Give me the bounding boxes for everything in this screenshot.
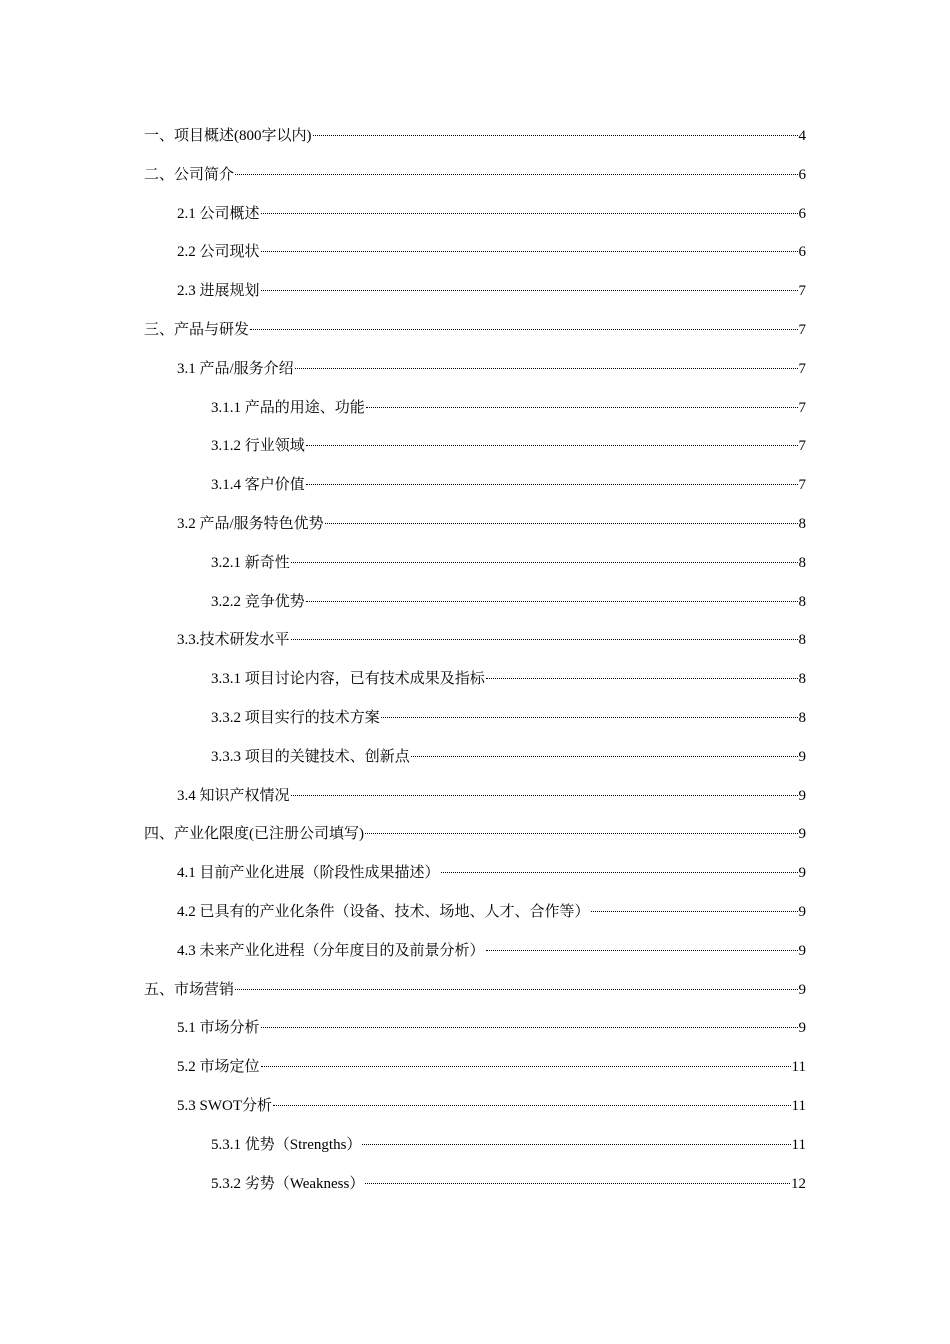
toc-dot-leader (325, 523, 798, 524)
toc-entry-title: 4.2 已具有的产业化条件（设备、技术、场地、人才、合作等） (177, 903, 590, 920)
toc-page-number: 4 (798, 128, 806, 144)
toc-entry-title: 四、产业化限度(已注册公司填写) (144, 826, 364, 843)
toc-entry[interactable] (144, 551, 806, 590)
toc-page-number: 7 (798, 360, 806, 377)
toc-entry[interactable] (144, 279, 806, 318)
toc-dot-leader (291, 562, 798, 563)
toc-entry-title: 五、市场营销 (144, 981, 235, 998)
toc-entry[interactable] (144, 1055, 806, 1094)
toc-page-number: 9 (798, 942, 806, 959)
toc-page-number: 6 (798, 205, 806, 222)
toc-entry-title: 一、项目概述(800字以内) (144, 128, 312, 144)
toc-dot-leader (273, 1105, 791, 1106)
toc-entry[interactable] (144, 784, 806, 823)
toc-entry-title: 2.1 公司概述 (177, 205, 260, 222)
toc-entry-title: 4.1 目前产业化进展（阶段性成果描述） (177, 865, 440, 882)
toc-page-number: 7 (798, 283, 806, 300)
toc-dot-leader (381, 717, 798, 718)
toc-page-number: 8 (798, 593, 806, 610)
toc-page-number: 7 (798, 321, 806, 338)
toc-entry-title: 2.2 公司现状 (177, 244, 260, 261)
toc-entry-title: 5.3 SWOT分析 (177, 1097, 272, 1114)
toc-page-number: 7 (798, 438, 806, 455)
toc-dot-leader (291, 795, 798, 796)
toc-dot-leader (261, 1027, 798, 1028)
toc-entry[interactable] (144, 745, 806, 784)
toc-entry[interactable] (144, 822, 806, 861)
toc-dot-leader (441, 872, 798, 873)
toc-entry[interactable] (144, 240, 806, 279)
toc-dot-leader (295, 368, 798, 369)
toc-dot-leader (366, 407, 798, 408)
toc-page-number: 7 (798, 399, 806, 416)
toc-entry[interactable] (144, 628, 806, 667)
toc-dot-leader (261, 290, 798, 291)
toc-entry-title: 3.3.3 项目的关键技术、创新点 (211, 748, 410, 765)
toc-entry-title: 5.1 市场分析 (177, 1020, 260, 1037)
toc-page-number: 8 (798, 671, 806, 688)
toc-page-number: 9 (798, 865, 806, 882)
toc-page-number: 8 (798, 632, 806, 649)
toc-entry[interactable] (144, 163, 806, 202)
toc-entry-title: 3.3.1 项目讨论内容，已有技术成果及指标 (211, 671, 485, 688)
toc-dot-leader (261, 213, 798, 214)
toc-entry-title: 3.1.4 客户价值 (211, 477, 305, 494)
toc-entry-title: 3.2.1 新奇性 (211, 554, 290, 571)
toc-entry-title: 3.3.2 项目实行的技术方案 (211, 709, 380, 726)
table-of-contents (144, 124, 806, 1210)
toc-entry[interactable] (144, 357, 806, 396)
toc-page-number: 8 (798, 515, 806, 532)
toc-dot-leader (235, 989, 797, 990)
toc-entry[interactable] (144, 1016, 806, 1055)
toc-page-number: 9 (798, 1020, 806, 1037)
toc-dot-leader (486, 950, 798, 951)
toc-dot-leader (591, 911, 798, 912)
toc-dot-leader (313, 135, 798, 136)
toc-entry-title: 二、公司简介 (144, 166, 235, 183)
toc-entry-title: 3.1.2 行业领域 (211, 438, 305, 455)
toc-entry-title: 三、产品与研发 (144, 321, 250, 338)
toc-entry[interactable] (144, 434, 806, 473)
toc-page-number: 9 (798, 787, 806, 804)
toc-entry[interactable] (144, 1133, 806, 1172)
toc-dot-leader (306, 445, 798, 446)
toc-dot-leader (306, 484, 798, 485)
toc-entry-title: 3.1 产品/服务介绍 (177, 360, 294, 377)
toc-page-number: 9 (798, 903, 806, 920)
toc-entry-title: 5.2 市场定位 (177, 1059, 260, 1076)
toc-dot-leader (365, 833, 798, 834)
toc-entry-title: 3.3.技术研发水平 (177, 632, 290, 649)
toc-entry[interactable] (144, 590, 806, 629)
toc-page-number: 11 (791, 1059, 806, 1076)
toc-page-number: 11 (791, 1136, 806, 1153)
toc-entry-title: 3.1.1 产品的用途、功能 (211, 399, 365, 416)
toc-entry[interactable] (144, 1094, 806, 1133)
toc-entry[interactable] (144, 396, 806, 435)
toc-dot-leader (362, 1144, 790, 1145)
toc-page-number: 8 (798, 709, 806, 726)
toc-entry[interactable] (144, 900, 806, 939)
toc-entry[interactable] (144, 1172, 806, 1211)
toc-entry[interactable] (144, 667, 806, 706)
toc-dot-leader (365, 1183, 790, 1184)
toc-entry[interactable] (144, 861, 806, 900)
toc-page-number: 8 (798, 554, 806, 571)
toc-entry-title: 3.2.2 竞争优势 (211, 593, 305, 610)
toc-page-number: 6 (798, 166, 806, 183)
toc-dot-leader (411, 756, 798, 757)
toc-page-number: 9 (798, 826, 806, 843)
toc-entry[interactable] (144, 473, 806, 512)
toc-dot-leader (250, 329, 797, 330)
toc-dot-leader (291, 639, 798, 640)
toc-page-number: 6 (798, 244, 806, 261)
toc-page-number: 9 (798, 748, 806, 765)
toc-entry[interactable] (144, 124, 806, 163)
toc-page-number: 9 (798, 981, 806, 998)
toc-entry[interactable] (144, 512, 806, 551)
toc-dot-leader (235, 174, 797, 175)
toc-page-number: 7 (798, 477, 806, 494)
toc-entry-title: 3.4 知识产权情况 (177, 787, 290, 804)
toc-dot-leader (261, 1066, 791, 1067)
toc-entry-title: 4.3 未来产业化进程（分年度目的及前景分析） (177, 942, 485, 959)
toc-dot-leader (261, 251, 798, 252)
toc-entry-title: 5.3.2 劣势（Weakness） (211, 1175, 365, 1192)
toc-entry[interactable] (144, 706, 806, 745)
toc-dot-leader (306, 601, 798, 602)
toc-entry[interactable] (144, 978, 806, 1017)
toc-page-number: 11 (791, 1097, 806, 1114)
toc-entry-title: 2.3 进展规划 (177, 283, 260, 300)
toc-entry-title: 5.3.1 优势（Strengths） (211, 1136, 362, 1153)
toc-entry[interactable] (144, 202, 806, 241)
toc-entry[interactable] (144, 939, 806, 978)
toc-page-number: 12 (791, 1175, 806, 1192)
toc-entry[interactable] (144, 318, 806, 357)
toc-dot-leader (486, 678, 798, 679)
toc-entry-title: 3.2 产品/服务特色优势 (177, 515, 324, 532)
